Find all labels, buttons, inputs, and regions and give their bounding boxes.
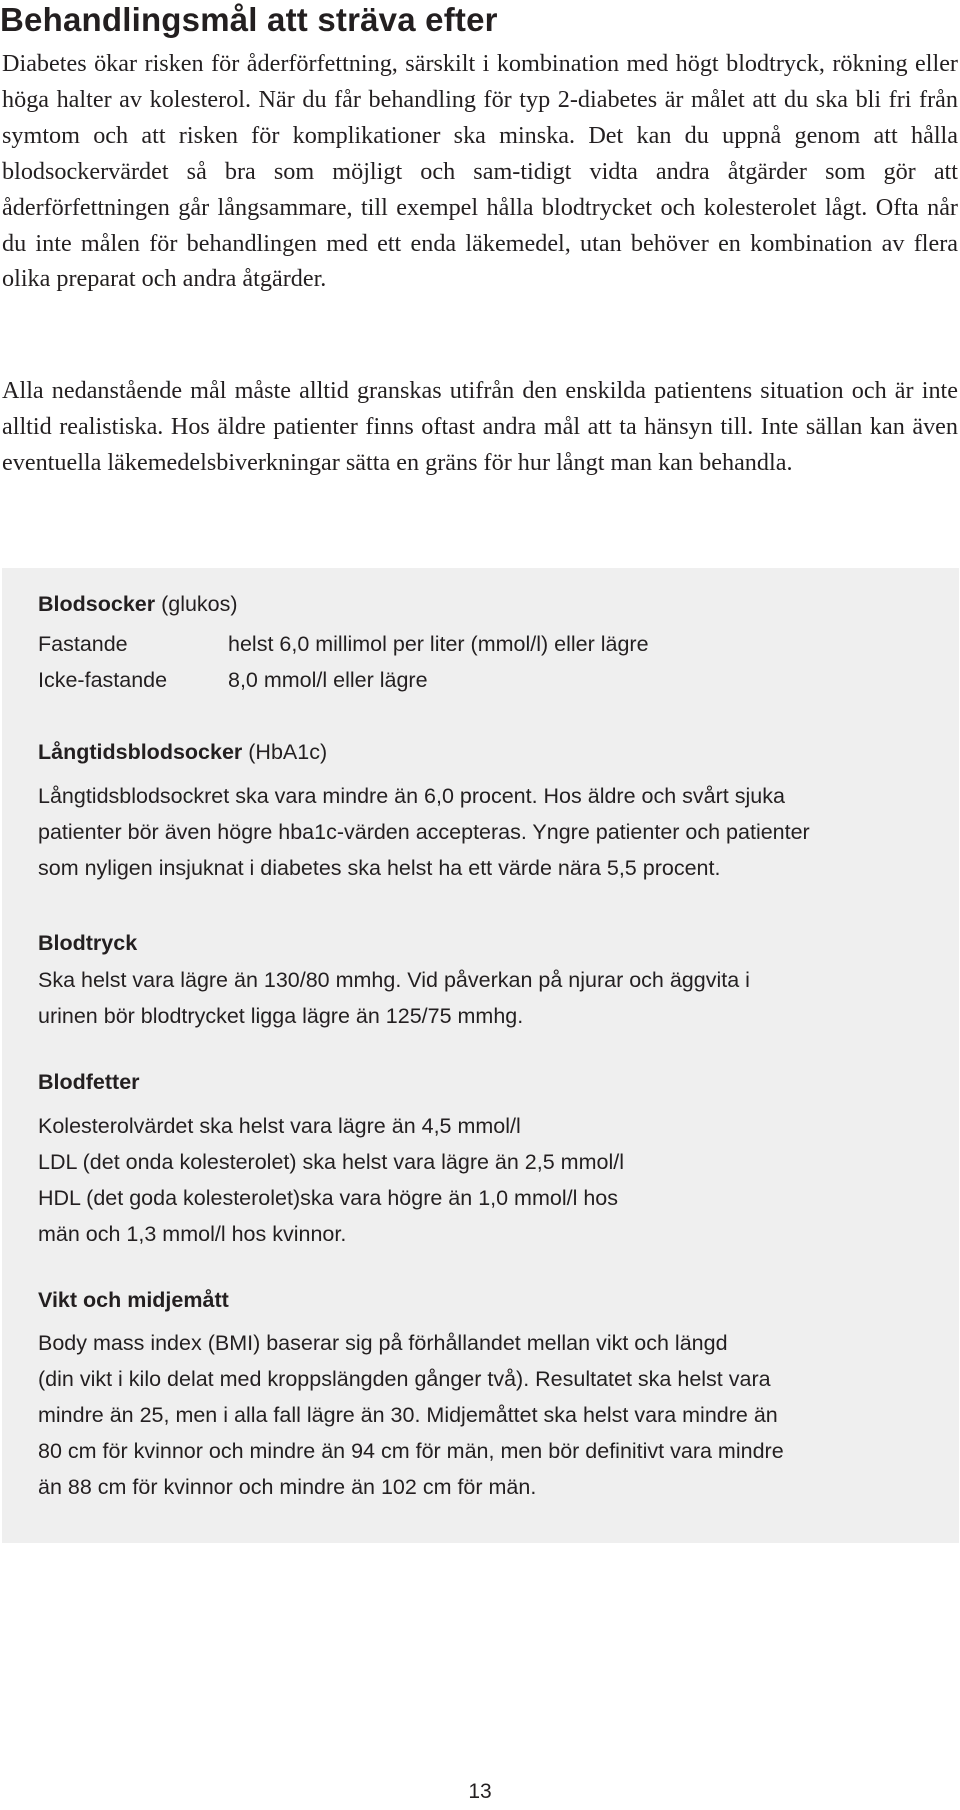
page-title: Behandlingsmål att sträva efter xyxy=(0,1,498,38)
text-line: Body mass index (BMI) baserar sig på förhållandet mellan vikt och längd xyxy=(38,1331,728,1355)
text-line: Långtidsblodsockret ska vara mindre än 6,0 procent. Hos äldre och svårt sjuka xyxy=(38,784,785,808)
bloodsugar-heading xyxy=(38,589,238,619)
text-line: HDL (det goda kolesterolet)ska vara högre än 1,0 mmol/l hos xyxy=(38,1186,618,1210)
text-line: LDL (det onda kolesterolet) ska helst vara lägre än 2,5 mmol/l xyxy=(38,1150,624,1174)
text-line: Ska helst vara lägre än 130/80 mmhg. Vid påverkan på njurar och äggvita i xyxy=(38,968,750,992)
bloodsugar-fasting-value: helst 6,0 millimol per liter (mmol/l) eller lägre xyxy=(228,632,649,656)
weight-heading-bold: Vikt och midjemått xyxy=(38,1288,229,1312)
bloodsugar-heading-rest: (glukos) xyxy=(155,592,238,616)
text-line: Kolesterolvärdet ska helst vara lägre än 4,5 mmol/l xyxy=(38,1114,521,1138)
longterm-bloodsugar-text xyxy=(38,778,918,886)
bloodpressure-text xyxy=(38,962,918,1034)
longterm-heading-bold: Långtidsblodsocker xyxy=(38,740,243,764)
intro-paragraph-risk: Diabetes ökar risken för åderförfettning, särskilt i kombination med högt blodtryck, rökning eller höga halter av kolesterol. När du får behandling för typ 2-diabetes är målet att du ska bli fri från symtom och att risken för komplikationer ska minska. Det kan du uppnå genom att hålla blodsockervärdet så bra som möjligt och sam-tidigt vidta andra åtgärder som gör att åderförfettningen går långsammare, till exempel hålla blodtrycket och kolesterolet lågt. Ofta når du inte målen för behandlingen med ett enda läkemedel, utan behöver en kombination av flera olika preparat och andra åtgärder. xyxy=(2,50,958,293)
text-line: än 88 cm för kvinnor och mindre än 102 cm för män. xyxy=(38,1475,537,1499)
longterm-bloodsugar-heading xyxy=(38,737,327,767)
text-line: män och 1,3 mmol/l hos kvinnor. xyxy=(38,1222,347,1246)
bloodpressure-heading-bold: Blodtryck xyxy=(38,931,138,955)
lipids-heading-bold: Blodfetter xyxy=(38,1070,140,1094)
intro-paragraph-individual-goals: Alla nedanstående mål måste alltid granskas utifrån den enskilda patientens situation och är inte alltid realistiska. Hos äldre patienter finns oftast andra mål att ta hänsyn till. Inte sällan kan även eventuella läkemedelsbiverkningar sätta en gräns för hur långt man kan behandla. xyxy=(2,377,958,476)
text-line: 80 cm för kvinnor och mindre än 94 cm för män, men bör definitivt vara mindre xyxy=(38,1439,784,1463)
bloodsugar-heading-bold: Blodsocker xyxy=(38,592,156,616)
text-line: (din vikt i kilo delat med kroppslängden gånger två). Resultatet ska helst vara xyxy=(38,1367,771,1391)
text-line: patienter bör även högre hba1c-värden accepteras. Yngre patienter och patienter xyxy=(38,820,810,844)
bloodsugar-nonfasting-label: Icke-fastande xyxy=(38,668,168,692)
weight-waist-text xyxy=(38,1325,918,1505)
weight-waist-heading xyxy=(38,1285,229,1315)
bloodpressure-heading xyxy=(38,928,137,958)
lipids-text xyxy=(38,1108,918,1252)
page-number: 13 xyxy=(468,1780,492,1803)
lipids-heading xyxy=(38,1067,140,1097)
treatment-goals-box xyxy=(2,568,959,1543)
bloodsugar-nonfasting-value: 8,0 mmol/l eller lägre xyxy=(228,668,428,692)
text-line: mindre än 25, men i alla fall lägre än 30. Midjemåttet ska helst vara mindre än xyxy=(38,1403,778,1427)
text-line: urinen bör blodtrycket ligga lägre än 125/75 mmhg. xyxy=(38,1004,524,1028)
bloodsugar-fasting-label: Fastande xyxy=(38,632,128,656)
text-line: som nyligen insjuknat i diabetes ska helst ha ett värde nära 5,5 procent. xyxy=(38,856,721,880)
longterm-heading-rest: (HbA1c) xyxy=(242,740,328,764)
